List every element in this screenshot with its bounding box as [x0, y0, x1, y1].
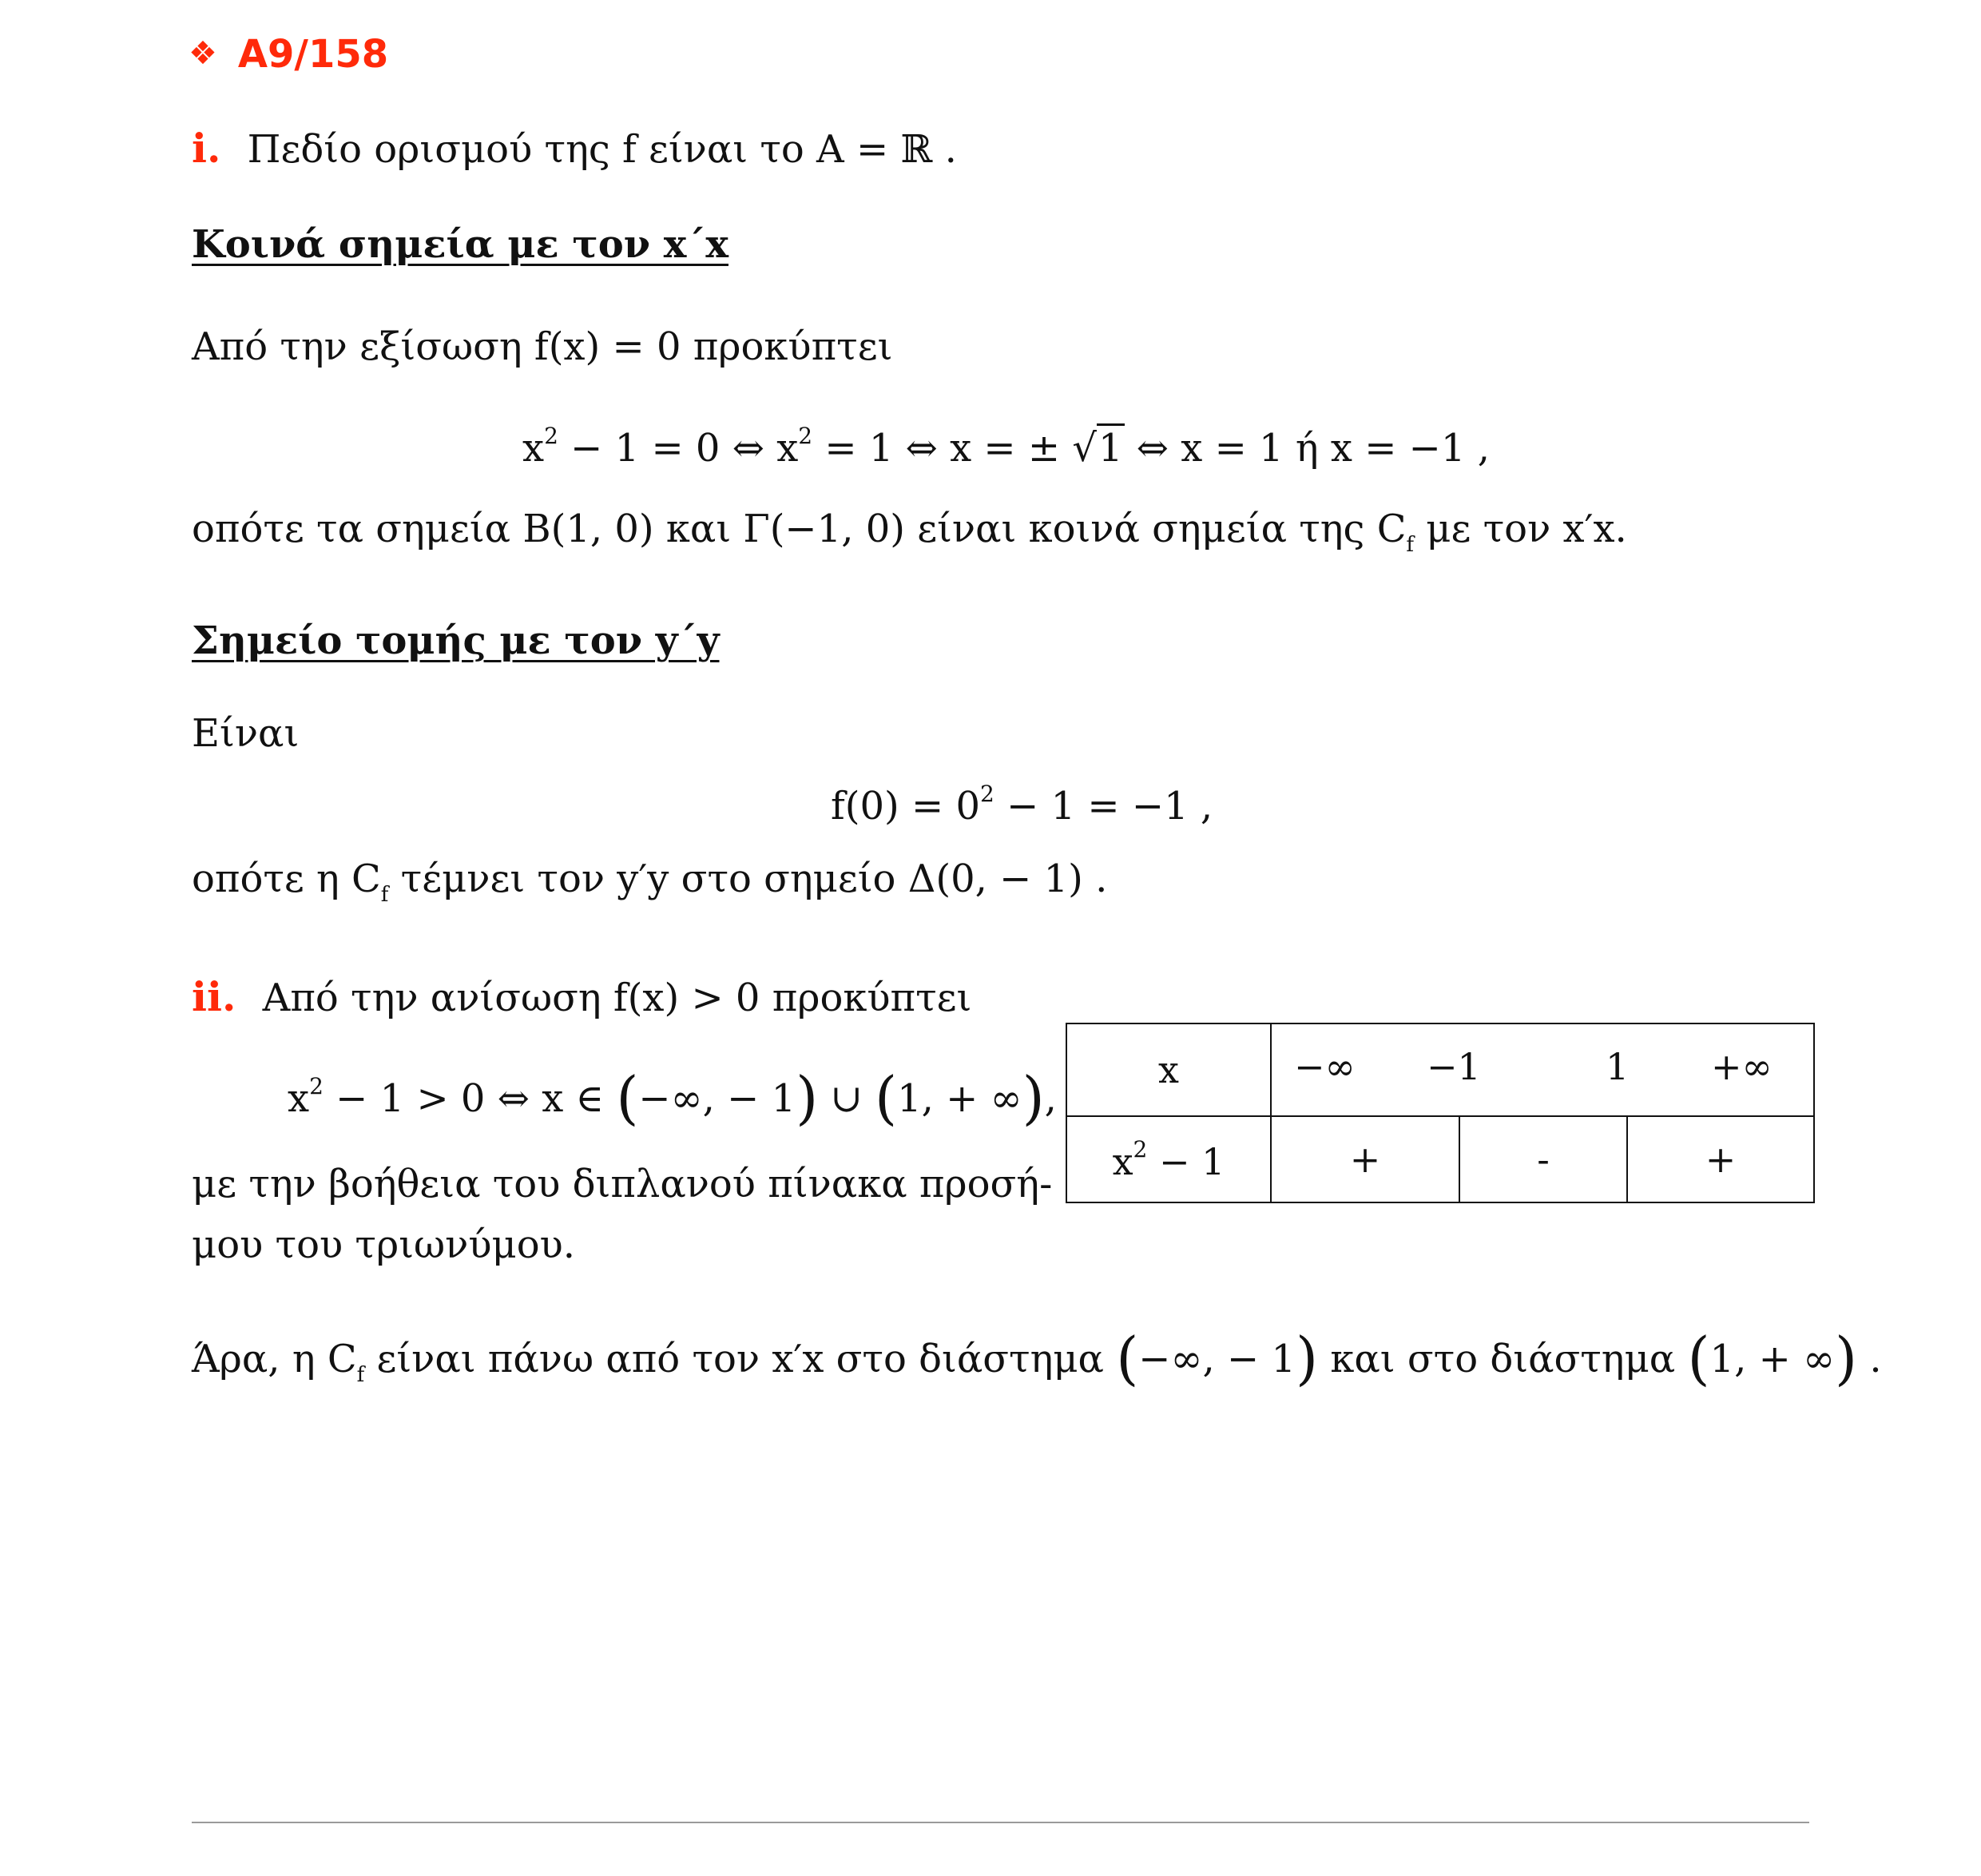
- cut-text: οπότε η C: [192, 857, 381, 901]
- part-ii-number: ii.: [192, 973, 236, 1020]
- bullet-icon: ❖: [189, 35, 217, 72]
- sign-cell-3: +: [1627, 1116, 1814, 1202]
- eq-exponent-2: 2: [798, 423, 813, 449]
- trinomial-rest: − 1: [1147, 1139, 1225, 1183]
- sign-table-x-label: x: [1066, 1023, 1271, 1116]
- sign-table-row-trinomial: [1066, 1116, 1814, 1202]
- inequality-line: [288, 1063, 1057, 1131]
- concl-mid: είναι πάνω από τον x′x στο διάστημα: [364, 1337, 1117, 1381]
- part-i-number: i.: [192, 125, 221, 172]
- f0-right: − 1 = −1 ,: [994, 784, 1213, 829]
- domain-text: Πεδίο ορισμού της f είναι το A = ℝ .: [247, 127, 957, 172]
- sign-table-row-x: [1066, 1023, 1814, 1116]
- sign-cell-1: +: [1271, 1116, 1459, 1202]
- einai-text: Είναι: [192, 711, 300, 756]
- equation-intro: Από την εξίσωση f(x) = 0 προκύπτει: [192, 324, 893, 369]
- ineq-mid: − 1 > 0 ⇔ x ∈: [323, 1076, 617, 1121]
- value-plus-inf: +∞: [1711, 1045, 1773, 1088]
- sign-cell-2: -: [1459, 1116, 1627, 1202]
- points-text-end: με τον x′x.: [1414, 507, 1627, 551]
- c-subscript-3: f: [356, 1363, 365, 1387]
- trinomial-x: x: [1112, 1139, 1133, 1183]
- ineq-union: ∪: [818, 1076, 875, 1121]
- eq-sqrt-lead: = 1 ⇔ x = ± √: [812, 426, 1097, 471]
- c-subscript-2: f: [380, 883, 389, 907]
- f0-exponent: 2: [980, 781, 994, 807]
- help-line-1: με την βοήθεια του διπλανού πίνακα προσή-: [192, 1162, 1053, 1206]
- concl-paren-close-1: ): [1296, 1325, 1319, 1392]
- concl-interval-1: −∞, − 1: [1138, 1337, 1296, 1381]
- y-axis-heading: Σημείο τομής με τον y΄y: [192, 618, 720, 663]
- value-one: 1: [1606, 1045, 1630, 1088]
- help-line-2: μου του τριωνύμου.: [192, 1222, 576, 1267]
- points-text: οπότε τα σημεία B(1, 0) και Γ(−1, 0) είναι κοινά σημεία της C: [192, 507, 1407, 551]
- ineq-x: x: [288, 1076, 310, 1121]
- eq-solutions: ⇔ x = 1 ή x = −1 ,: [1124, 426, 1490, 471]
- ineq-paren-open-2: (: [874, 1064, 898, 1131]
- concl-paren-open-1: (: [1116, 1325, 1139, 1392]
- cut-text-end: τέμνει τον y′y στο σημείο Δ(0, − 1) .: [388, 857, 1108, 901]
- concl-interval-2: 1, + ∞: [1709, 1337, 1836, 1381]
- ineq-paren-close-1: ): [796, 1064, 819, 1131]
- section-header: [189, 32, 388, 77]
- ineq-interval-1: −∞, − 1: [638, 1076, 796, 1121]
- x-axis-heading: Κοινά σημεία με τον x΄x: [192, 222, 728, 267]
- sign-table-values-cell: [1271, 1023, 1814, 1116]
- sign-table-trinomial-label: [1066, 1116, 1271, 1202]
- concl-period: .: [1857, 1337, 1882, 1381]
- eq-sqrt-radicand: 1: [1097, 423, 1125, 471]
- eq-exponent: 2: [544, 423, 558, 449]
- ineq-interval-2: 1, + ∞: [897, 1076, 1022, 1121]
- concl-paren-close-2: ): [1835, 1325, 1858, 1392]
- common-points-line: [192, 505, 1627, 569]
- concl-start: Άρα, η C: [192, 1337, 357, 1381]
- concl-paren-open-2: (: [1687, 1325, 1710, 1392]
- ineq-comma: ,: [1044, 1076, 1057, 1121]
- value-minus-one: −1: [1427, 1045, 1481, 1088]
- domain-line: [192, 125, 957, 173]
- equation-line: [522, 412, 1490, 472]
- inequality-intro: Από την ανίσωση f(x) > 0 προκύπτει: [262, 976, 972, 1020]
- eq-mid: − 1 = 0 ⇔ x: [558, 426, 799, 471]
- c-subscript: f: [1406, 533, 1415, 557]
- sign-table: [1066, 1023, 1815, 1203]
- ineq-paren-close-2: ): [1022, 1064, 1045, 1131]
- eq-x: x: [522, 426, 545, 471]
- conclusion-line: [192, 1325, 1882, 1399]
- concl-and: και στο διάστημα: [1318, 1337, 1688, 1381]
- inequality-intro-line: [192, 973, 971, 1022]
- ineq-paren-open-1: (: [616, 1064, 639, 1131]
- trinomial-exponent: 2: [1133, 1135, 1148, 1163]
- ineq-exponent: 2: [309, 1073, 324, 1099]
- exercise-title: Α9/158: [237, 32, 389, 77]
- value-minus-inf: −∞: [1294, 1045, 1356, 1088]
- f0-left: f(0) = 0: [831, 784, 981, 829]
- f0-equation: [831, 770, 1213, 830]
- y-cut-line: [192, 855, 1107, 919]
- footer-divider: [192, 1822, 1809, 1823]
